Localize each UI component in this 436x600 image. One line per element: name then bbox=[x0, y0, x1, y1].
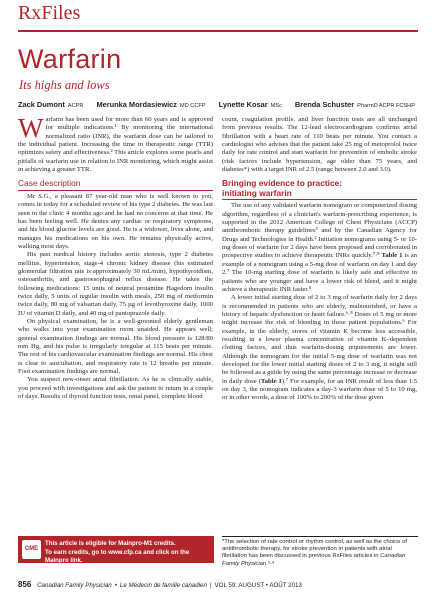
footnote-end: .³·⁴ bbox=[266, 560, 275, 567]
author bbox=[96, 100, 205, 109]
footnote-journal: Canadian Family Physician bbox=[222, 553, 406, 567]
author-credentials: PharmD ACPR FCSHP bbox=[357, 103, 415, 109]
author-credentials: MSc bbox=[270, 103, 282, 109]
body-paragraph: His past medical history includes aortic stenosis, type 2 diabetes mellitus, hypertension, stage-4 chronic kidney disease (his estimated glomerular filtration rate is approximately 30 mL/min), hypothyroidism, osteoarthritis, and gastroesophageal reflux disease. He takes the following medications: 15 units of neutral protamine Hagedorn insulin twice daily, 5 units of regular insulin with meals, 250 mg of metformin twice daily, 80 mg of valsartan daily, 75 µg of levothyroxine daily, 1000 IU of vitamin D daily, and 40 mg of pantoprazole daily. bbox=[18, 251, 213, 317]
brand-logo: RxFiles bbox=[18, 2, 81, 24]
journal-name-fr: Le Médecin de famille canadien bbox=[119, 582, 207, 589]
author bbox=[219, 100, 282, 109]
right-column bbox=[222, 116, 417, 403]
cme-line: This article is eligible for Mainpro-M1 credits. bbox=[45, 540, 176, 547]
author-credentials: MD CCFP bbox=[180, 103, 206, 109]
heading-line: Bringing evidence to practice: bbox=[222, 178, 343, 189]
text-run: A lower initial starting dose of 2 to 3 mg of warfarin daily for 2 days is recommended in patients who are elderly, malnourished, or have a history of hepatic dysfunction or heart failure.⁶·⁸ Doses of 5 mg or more might increase the risk of bleeding in these patient populations.⁶ For example, in the elderly, stores of vitamin K become less accessible, resulting in a lower plasma concentration of vitamin K–dependent clotting factors, and thus warfarin-dosing requirements are lower. Although the nomogram for the initial 5-mg dose of warfarin was not developed for the lower initial starting doses of 2 to 3 mg, it might still be followed as a guide by using the same percentage increase or decrease in daily dose ( bbox=[222, 294, 417, 385]
cme-icon: CME bbox=[22, 540, 41, 559]
author bbox=[295, 100, 415, 109]
journal-name-en: Canadian Family Physician bbox=[37, 582, 112, 589]
drop-cap: W bbox=[18, 113, 44, 143]
body-paragraph bbox=[222, 202, 417, 294]
body-paragraph bbox=[222, 294, 417, 402]
body-paragraph: Mr S.G., a pleasant 87 year-old man who is well known to you, comes in today for a scheduled review of his type 2 diabetes. He was last seen in the clinic 4 months ago and he had no concerns at that time. He has been feeling well. He denies any cardiac or respiratory symptoms, and his blood glucose levels are good. He is a widower, lives alone, and manages his medications on his own. He remains physically active, walking most days. bbox=[18, 192, 213, 250]
cme-text bbox=[45, 540, 214, 566]
text-run: The use of any validated warfarin nomogram or computerized dosing algorithm, regardless of a clinician's warfarin-prescribing experience, is supported in the 2012 American College of Chest Physicians (ACCP) antithrombotic therapy guidelines⁵ and by the Canadian Agency for Drugs and Technologies in Health.² Initiation nomograms using 5- or 10-mg doses of warfarin for 2 days have been proposed and corroborated in prospective studies to achieve therapeutic INRs quickly.⁷·⁸ bbox=[222, 202, 417, 260]
cme-credit-box bbox=[18, 536, 214, 563]
section-heading-evidence bbox=[222, 179, 417, 200]
separator: | bbox=[209, 582, 212, 589]
section-heading-case: Case description bbox=[18, 179, 213, 191]
table-reference[interactable]: Table 1 bbox=[381, 252, 403, 260]
article-subtitle: Its highs and lows bbox=[19, 78, 110, 92]
body-paragraph: You suspect new-onset atrial fibrillation. As he is clinically stable, you proceed with investigations and ask the patient to return in a couple of days. Results of thyroid function tests, renal panel, complete blood bbox=[18, 376, 213, 401]
footnote-marker: * bbox=[222, 539, 225, 545]
heading-line: initiating warfarin bbox=[222, 187, 292, 198]
cme-link-line[interactable]: To earn credits, go to www.cfp.ca and click on the Mainpro link. bbox=[45, 548, 190, 564]
article-title: Warfarin bbox=[18, 44, 122, 74]
author bbox=[18, 100, 83, 109]
author-name: Brenda Schuster bbox=[294, 100, 355, 109]
separator: • bbox=[114, 582, 117, 589]
text-run: is an example of a nomogram using a 5-mg dose of warfarin on day 1 and day 2.⁷ The 10-mg starting dose of warfarin is likely safe and effective in patients who are younger and have a lower risk of bleed, and it might achieve a therapeutic INR faster.⁸ bbox=[222, 252, 418, 293]
left-column bbox=[18, 113, 213, 402]
author-name: Lynette Kosar bbox=[218, 100, 268, 109]
body-paragraph: On physical examination, he is a well-groomed elderly gentleman who walks into your examination room unaided. He appears well; general examination findings are normal. His blood pressure is 128/80 mm Hg, and his pulse is irregularly irregular at 115 beats per minute. The rest of his cardiovascular examination findings are normal. His chest is clear to auscultation, and respiratory rate is 12 breaths per minute. Foot examination findings are normal. bbox=[18, 318, 213, 376]
footnote bbox=[222, 536, 418, 568]
author-name: Merunka Mordasiewicz bbox=[96, 100, 177, 109]
author-name: Zack Dumont bbox=[18, 100, 65, 109]
intro-paragraph bbox=[18, 113, 213, 174]
intro-text: arfarin has been used for more than 60 years and is approved for multiple indications.¹ By monitoring the international normalized ratio (INR), the warfarin dose can be tailored to the individual patient. Increasing the time in therapeutic range (TTR) optimizes safety and effectiveness.² This article explores some pearls and pitfalls of warfarin use in relation to INR monitoring, which might assist in achieving a greater TTR. bbox=[18, 116, 213, 174]
page-footer bbox=[18, 580, 302, 589]
footnote-text: The selection of rate control or rhythm control, as well as the choice of antithrombotic therapy, for stroke prevention in patients with atrial fibrillation has been discussed in previous RxFiles articles in bbox=[222, 539, 407, 560]
table-reference[interactable]: Table 1 bbox=[260, 377, 282, 385]
header-rule bbox=[18, 30, 418, 32]
author-credentials: ACPR bbox=[67, 103, 84, 109]
page-number: 856 bbox=[18, 580, 32, 589]
volume-info: VOL 59: AUGUST • AOÛT 2013 bbox=[214, 582, 302, 589]
author-list bbox=[18, 100, 420, 109]
text-run: ).⁷ For example, for an INR result of less than 1.5 on day 3, the nomogram indicates a day-3 warfarin dose of 5 to 10 mg, or in other words, a dose of 100% to 200% of the dose given bbox=[222, 377, 418, 402]
body-paragraph: count, coagulation profile, and liver function tests are all unchanged from previous results. The 12-lead electrocardiogram confirms atrial fibrillation with a heart rate of 110 beats per minute. You contact a cardiologist who advises that the patient take 25 mg of metoprolol twice daily for rate control and start warfarin for prevention of embolic stroke (risk factors include hypertension, age older than 75 years, and diabetes*) with a target INR of 2.5 (range between 2.0 and 3.0). bbox=[222, 116, 417, 174]
